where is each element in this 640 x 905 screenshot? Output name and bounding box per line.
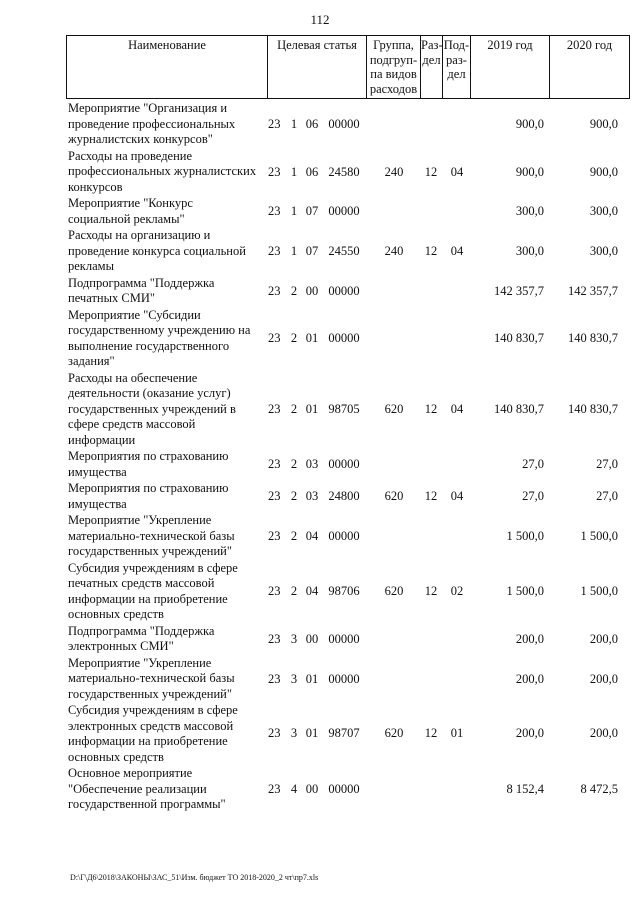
target-code-subprogram: 2	[290, 401, 298, 416]
target-code-direction: 00000	[328, 117, 360, 131]
amount-2019: 200,0	[515, 726, 544, 740]
target-code-direction: 24800	[328, 489, 360, 503]
target-code-program: 23	[268, 457, 281, 471]
target-code-subprogram: 3	[290, 631, 298, 646]
amount-2020: 200,0	[589, 671, 618, 686]
expense-group: 620	[384, 489, 404, 503]
section-code: 12	[424, 489, 438, 503]
target-code-program: 23	[268, 529, 281, 543]
row-name: Мероприятия по страхованию имущества	[68, 449, 229, 479]
amount-2020: 900,0	[589, 164, 618, 179]
amount-2020: 1 500,0	[580, 583, 618, 598]
page-number: 112	[310, 12, 330, 27]
amount-2019: 27,0	[522, 457, 544, 471]
row-name: Мероприятие "Укрепление материально-технической базы государственных учреждений"	[68, 513, 235, 558]
amount-2020: 900,0	[589, 117, 618, 131]
target-code-direction: 00000	[328, 204, 360, 218]
target-code-program: 23	[268, 283, 281, 298]
file-path-footer: D:\Г\Д6\2018\ЗАКОНЫ\ЗАС_51\Изм. бюджет ТО 2018-2020_2 чт\пр7.xls	[70, 873, 319, 882]
target-code-direction: 00000	[328, 671, 360, 686]
target-code-direction: 00000	[328, 529, 360, 543]
table-row	[0, 656, 640, 703]
table-row	[0, 449, 640, 480]
target-code-subprogram: 2	[290, 283, 298, 298]
amount-2019: 900,0	[515, 164, 544, 179]
target-code-direction: 00000	[328, 330, 360, 345]
target-code-program: 23	[268, 204, 281, 218]
target-code-subprogram: 3	[290, 726, 298, 740]
row-name: Расходы на проведение профессиональных журналистских конкурсов	[68, 148, 257, 194]
target-code-program: 23	[268, 631, 281, 646]
table-row	[0, 703, 640, 765]
target-code-subprogram: 1	[290, 117, 298, 131]
table-row	[0, 308, 640, 370]
expense-group: 240	[384, 164, 404, 179]
target-code-measure: 01	[305, 726, 319, 740]
amount-2019: 8 152,4	[506, 782, 544, 796]
target-code-subprogram: 4	[290, 782, 298, 796]
row-name: Подпрограмма "Поддержка электронных СМИ"	[68, 623, 215, 653]
target-code-measure: 01	[305, 671, 319, 686]
subsection-code: 04	[450, 489, 464, 503]
header-group: Группа, подгруп- па видов расходов	[366, 36, 420, 98]
amount-2019: 1 500,0	[506, 529, 544, 543]
target-code-measure: 06	[305, 117, 319, 131]
expense-group: 240	[384, 244, 404, 258]
target-code-program: 23	[268, 782, 281, 796]
target-code-measure: 04	[305, 529, 319, 543]
expense-group: 620	[384, 726, 404, 740]
target-code-program: 23	[268, 726, 281, 740]
row-name: Мероприятие "Субсидии государственному учреждению на выполнение государственного задания"	[68, 307, 251, 368]
amount-2020: 27,0	[596, 457, 618, 471]
row-name: Расходы на организацию и проведение конкурса социальной рекламы	[68, 228, 246, 273]
target-code-measure: 07	[305, 244, 319, 258]
section-code: 12	[424, 244, 438, 258]
table-row	[0, 561, 640, 623]
expense-group: 620	[384, 583, 404, 598]
target-code-subprogram: 1	[290, 164, 298, 179]
target-code-subprogram: 2	[290, 330, 298, 345]
section-code: 12	[424, 583, 438, 598]
target-code-program: 23	[268, 244, 281, 258]
table-row	[0, 624, 640, 655]
table-row	[0, 481, 640, 512]
amount-2020: 8 472,5	[580, 782, 618, 796]
amount-2019: 300,0	[515, 244, 544, 258]
header-year-2019: 2019 год	[470, 36, 549, 98]
row-name: Расходы на обеспечение деятельности (оказание услуг) государственных учреждений в сфере средств массовой информации	[68, 370, 236, 447]
amount-2020: 140 830,7	[568, 401, 618, 416]
target-code-subprogram: 2	[290, 489, 298, 503]
header-name: Наименование	[128, 38, 206, 52]
table-row	[0, 228, 640, 275]
target-code-measure: 00	[305, 631, 319, 646]
target-code-subprogram: 2	[290, 583, 298, 598]
target-code-direction: 24580	[328, 164, 360, 179]
target-code-subprogram: 1	[290, 244, 298, 258]
target-code-direction: 00000	[328, 631, 360, 646]
target-code-program: 23	[268, 671, 281, 686]
amount-2020: 140 830,7	[568, 330, 618, 345]
amount-2019: 27,0	[522, 489, 544, 503]
row-name: Мероприятие "Организация и проведение профессиональных журналистских конкурсов"	[68, 101, 236, 146]
target-code-measure: 03	[305, 457, 319, 471]
header-subsection: Под- раз- дел	[442, 36, 470, 98]
table-row	[0, 101, 640, 148]
target-code-direction: 00000	[328, 283, 360, 298]
row-name: Основное мероприятие "Обеспечение реализации государственной программы"	[68, 766, 226, 811]
target-code-measure: 07	[305, 204, 319, 218]
table-row	[0, 196, 640, 227]
table-row	[0, 513, 640, 560]
row-name: Мероприятие "Укрепление материально-технической базы государственных учреждений"	[68, 655, 235, 701]
target-code-measure: 00	[305, 782, 319, 796]
subsection-code: 04	[450, 244, 464, 258]
target-code-direction: 24550	[328, 244, 360, 258]
target-code-program: 23	[268, 583, 281, 598]
amount-2019: 140 830,7	[494, 401, 544, 416]
target-code-measure: 01	[305, 401, 319, 416]
amount-2020: 142 357,7	[568, 283, 618, 298]
target-code-program: 23	[268, 489, 281, 503]
row-name: Подпрограмма "Поддержка печатных СМИ"	[68, 275, 215, 305]
header-target: Целевая статья	[267, 36, 366, 98]
row-name: Мероприятия по страхованию имущества	[68, 481, 229, 511]
target-code-subprogram: 2	[290, 529, 298, 543]
target-code-measure: 06	[305, 164, 319, 179]
section-code: 12	[424, 401, 438, 416]
row-name: Мероприятие "Конкурс социальной рекламы"	[68, 196, 193, 226]
target-code-program: 23	[268, 401, 281, 416]
amount-2020: 300,0	[589, 204, 618, 218]
amount-2019: 200,0	[515, 631, 544, 646]
amount-2020: 200,0	[589, 726, 618, 740]
target-code-subprogram: 3	[290, 671, 298, 686]
header-section: Раз- дел	[420, 36, 442, 98]
subsection-code: 04	[450, 164, 464, 179]
target-code-measure: 04	[305, 583, 319, 598]
target-code-direction: 00000	[328, 782, 360, 796]
row-name: Субсидия учреждениям в сфере печатных средств массовой информации на приобретение основных средств	[68, 560, 238, 621]
amount-2020: 200,0	[589, 631, 618, 646]
amount-2019: 200,0	[515, 671, 544, 686]
table-header	[66, 35, 630, 99]
target-code-measure: 03	[305, 489, 319, 503]
section-code: 12	[424, 726, 438, 740]
expense-group: 620	[384, 401, 404, 416]
amount-2019: 140 830,7	[494, 330, 544, 345]
amount-2020: 300,0	[589, 244, 618, 258]
target-code-measure: 00	[305, 283, 319, 298]
section-code: 12	[424, 164, 438, 179]
amount-2019: 900,0	[515, 117, 544, 131]
table-row	[0, 149, 640, 196]
target-code-direction: 98706	[328, 583, 360, 598]
table-row	[0, 371, 640, 449]
target-code-direction: 98707	[328, 726, 360, 740]
header-year-2020: 2020 год	[549, 36, 629, 98]
subsection-code: 01	[450, 726, 464, 740]
target-code-direction: 98705	[328, 401, 360, 416]
target-code-subprogram: 2	[290, 457, 298, 471]
amount-2019: 300,0	[515, 204, 544, 218]
target-code-measure: 01	[305, 330, 319, 345]
amount-2020: 1 500,0	[580, 529, 618, 543]
subsection-code: 04	[450, 401, 464, 416]
target-code-subprogram: 1	[290, 204, 298, 218]
row-name: Субсидия учреждениям в сфере электронных средств массовой информации на приобретение основных средств	[68, 703, 238, 764]
subsection-code: 02	[450, 583, 464, 598]
table-row	[0, 766, 640, 813]
table-row	[0, 276, 640, 307]
amount-2020: 27,0	[596, 489, 618, 503]
target-code-program: 23	[268, 117, 281, 131]
target-code-program: 23	[268, 330, 281, 345]
target-code-program: 23	[268, 164, 281, 179]
target-code-direction: 00000	[328, 457, 360, 471]
amount-2019: 142 357,7	[494, 283, 544, 298]
amount-2019: 1 500,0	[506, 583, 544, 598]
